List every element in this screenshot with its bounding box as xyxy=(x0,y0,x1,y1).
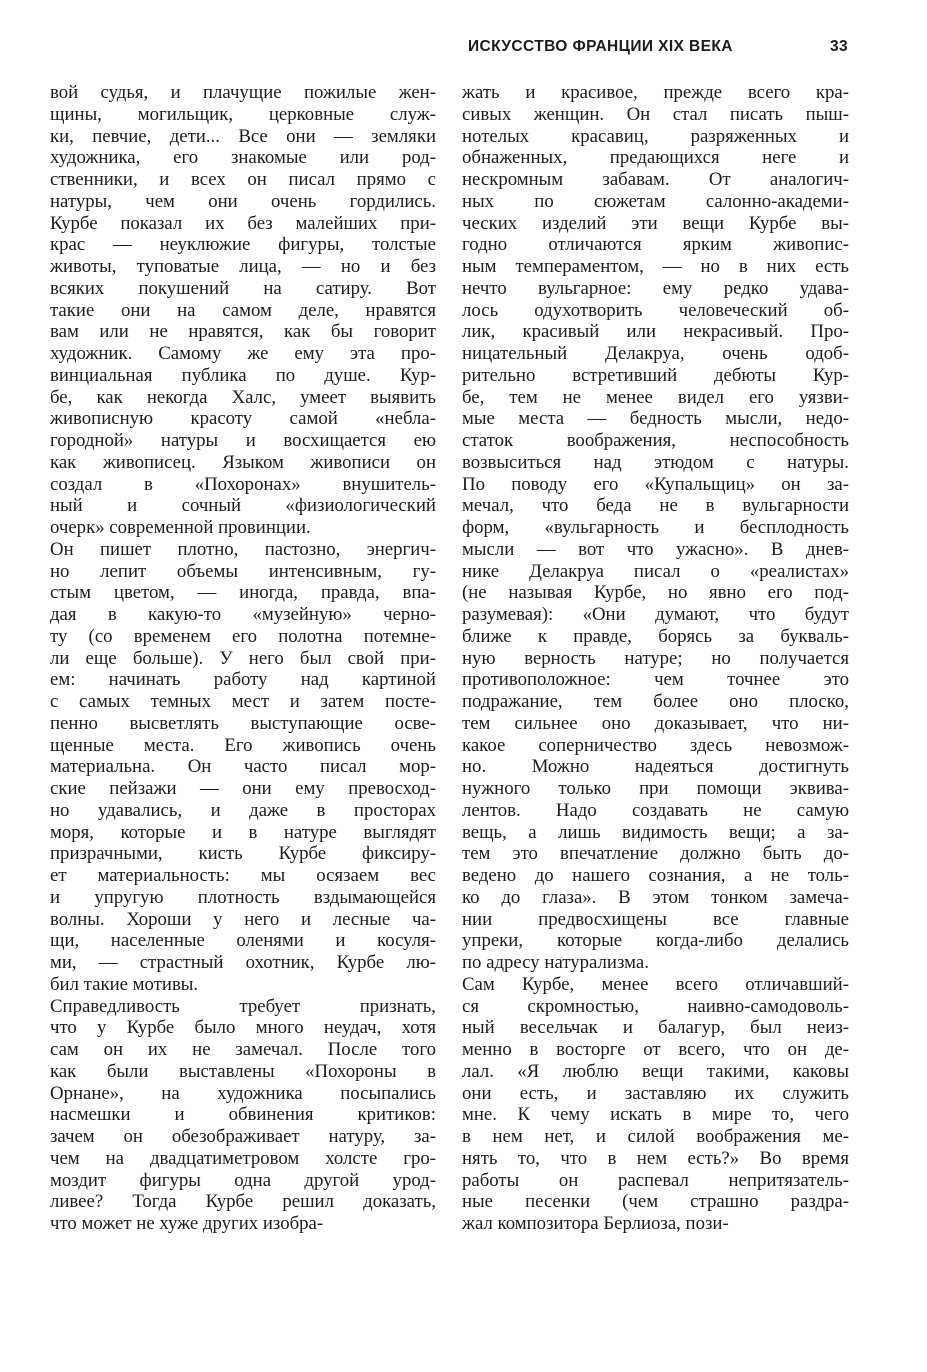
text-line: нужного только при помощи эквива- xyxy=(462,778,849,799)
text-line: рительно встретивший дебюты Кур- xyxy=(462,364,849,386)
text-line: какое соперничество здесь невозмож- xyxy=(462,734,849,756)
text-line: ем: начинать работу над картиной xyxy=(50,669,436,691)
text-line: Справедливость требует признать, xyxy=(50,995,436,1017)
text-line: щенные места. Его живопись очень xyxy=(50,734,436,756)
text-line: тем это впечатление должно быть до- xyxy=(462,843,849,865)
text-line: дая в какую-то «музейную» черно- xyxy=(50,604,436,625)
text-line: винциальная публика по душе. Кур- xyxy=(50,364,436,386)
text-line: ские пейзажи — они ему превосход- xyxy=(50,778,436,799)
text-line: нескромным забавам. От аналогич- xyxy=(462,169,849,190)
text-line: ведено до нашего сознания, а не толь- xyxy=(462,865,849,886)
text-line: сивых женщин. Он стал писать пыш- xyxy=(462,103,849,125)
text-line: ко до глаза». В этом тонком замеча- xyxy=(462,886,849,908)
text-line: (не называя Курбе, но явно его под- xyxy=(462,582,849,604)
text-line: ли еще больше). У него был свой при- xyxy=(50,647,436,669)
running-head-title: ИСКУССТВО ФРАНЦИИ XIX ВЕКА xyxy=(468,38,733,55)
text-line: ближе к правде, борясь за букваль- xyxy=(462,625,849,647)
text-line: ных по сюжетам салонно-академи- xyxy=(462,190,849,212)
text-line: с самых темных мест и затем посте- xyxy=(50,691,436,712)
text-line: всяких покушений на сатиру. Вот xyxy=(50,277,436,299)
page-number: 33 xyxy=(829,38,848,55)
text-line: подражание, тем более оно плоско, xyxy=(462,691,849,712)
text-line: Орнане», на художника посыпались xyxy=(50,1082,436,1104)
text-line: работы он распевал непритязатель- xyxy=(462,1169,849,1191)
text-line: мечал, что беда не в вульгарности xyxy=(462,495,849,517)
text-line: городной» натуры и восхищается ею xyxy=(50,430,436,451)
text-line: годно отличаются ярким живопис- xyxy=(462,234,849,256)
text-line: крас — неуклюжие фигуры, толстые xyxy=(50,234,436,256)
text-line: ет материальность: мы осязаем вес xyxy=(50,865,436,886)
text-line: мне. К чему искать в мире то, чего xyxy=(462,1104,849,1126)
text-line: художник. Самому же ему эта про- xyxy=(50,343,436,364)
text-line: Он пишет плотно, пастозно, энергич- xyxy=(50,538,436,560)
text-line: жать и красивое, прежде всего кра- xyxy=(462,82,849,103)
text-line: ливее? Тогда Курбе решил доказать, xyxy=(50,1191,436,1213)
text-line: но. Можно надеяться достигнуть xyxy=(462,756,849,778)
text-line: художника, его знакомые или род- xyxy=(50,147,436,169)
text-line: щи, населенные оленями и косуля- xyxy=(50,930,436,952)
text-line: волны. Хороши у него и лесные ча- xyxy=(50,908,436,930)
text-line: По поводу его «Купальщиц» он за- xyxy=(462,473,849,495)
text-line: ным темпераментом, — но в них есть xyxy=(462,256,849,277)
text-line: статок воображения, неспособность xyxy=(462,430,849,451)
text-line: живописную красоту самой «неблa- xyxy=(50,408,436,430)
text-line: вещь, а лишь видимость вещи; а за- xyxy=(462,821,849,843)
text-line: бе, тем не менее видел его уязви- xyxy=(462,386,849,408)
text-line: чем на двадцатиметровом холсте гро- xyxy=(50,1147,436,1169)
right-text-column xyxy=(462,82,849,1235)
text-line: моздит фигуры одна другой урод- xyxy=(50,1169,436,1191)
text-line: натуры, чем они очень гордились. xyxy=(50,190,436,212)
text-line: тем сильнее оно доказывает, что ни- xyxy=(462,712,849,734)
text-line: но лепит объемы интенсивным, гу- xyxy=(50,560,436,582)
text-line: вам или не нравятся, как бы говорит xyxy=(50,321,436,343)
text-line: по адресу натурализма. xyxy=(462,952,649,973)
text-line: но удавались, и даже в просторах xyxy=(50,799,436,821)
text-line: вой судья, и плачущие пожилые жен- xyxy=(50,82,436,103)
text-line: ную верность натуре; но получается xyxy=(462,647,849,669)
text-line: очерк» современной провинции. xyxy=(50,517,311,538)
left-text-column xyxy=(50,82,436,1235)
text-line: насмешки и обвинения критиков: xyxy=(50,1104,436,1126)
running-head xyxy=(468,36,848,60)
text-line: разумевая): «Они думают, что будут xyxy=(462,604,849,625)
text-line: обнаженных, предающихся неге и xyxy=(462,147,849,169)
text-line: они есть, и заставляю их служить xyxy=(462,1082,849,1104)
text-line: стым цветом, — иногда, правда, впа- xyxy=(50,582,436,604)
text-line: ственники, и всех он писал прямо с xyxy=(50,169,436,190)
text-line: бил такие мотивы. xyxy=(50,973,199,995)
text-line: противоположное: чем точнее это xyxy=(462,669,849,691)
text-line: возвыситься над этюдом с натуры. xyxy=(462,451,849,473)
text-line: такие они на самом деле, нравятся xyxy=(50,299,436,321)
text-line: Сам Курбе, менее всего отличавший- xyxy=(462,973,849,995)
text-line: ницательный Делакруа, очень одоб- xyxy=(462,343,849,364)
text-line: ся скромностью, наивно-самодоволь- xyxy=(462,995,849,1017)
text-line: Курбе показал их без малейших при- xyxy=(50,212,436,234)
text-line: упреки, которые когда-либо делались xyxy=(462,930,849,952)
text-line: ки, певчие, дети... Все они — земляки xyxy=(50,125,436,147)
text-line: ный и сочный «физиологический xyxy=(50,495,436,517)
text-line: материальна. Он часто писал мор- xyxy=(50,756,436,778)
text-line: зачем он обезображивает натуру, за- xyxy=(50,1126,436,1147)
text-line: форм, «вульгарность и бесплодность xyxy=(462,517,849,538)
text-line: животы, туповатые лица, — но и без xyxy=(50,256,436,277)
text-line: бе, как некогда Халс, умеет выявить xyxy=(50,386,436,408)
text-line: нотелых красавиц, разряженных и xyxy=(462,125,849,147)
text-line: ный весельчак и балагур, был неиз- xyxy=(462,1017,849,1039)
text-line: сам он их не замечал. После того xyxy=(50,1039,436,1060)
text-line: ные песенки (чем страшно раздра- xyxy=(462,1191,849,1213)
text-line: ту (со временем его полотна потемне- xyxy=(50,625,436,647)
text-line: лал. «Я люблю вещи такими, каковы xyxy=(462,1060,849,1082)
text-line: ми, — страстный охотник, Курбе лю- xyxy=(50,952,436,973)
text-line: мысли — вот что ужасно». В днев- xyxy=(462,538,849,560)
text-line: что у Курбе было много неудач, хотя xyxy=(50,1017,436,1039)
text-line: нии предвосхищены все главные xyxy=(462,908,849,930)
text-line: нять то, что в нем есть?» Во время xyxy=(462,1147,849,1169)
text-line: нечто вульгарное: ему редко удава- xyxy=(462,277,849,299)
text-line: щины, могильщик, церковные служ- xyxy=(50,103,436,125)
text-line: моря, которые и в натуре выглядят xyxy=(50,821,436,843)
text-line: как были выставлены «Похороны в xyxy=(50,1060,436,1082)
text-line: призрачными, кисть Курбе фиксиру- xyxy=(50,843,436,865)
text-line: ческих изделий эти вещи Курбе вы- xyxy=(462,212,849,234)
text-line: и упругую плотность вздымающейся xyxy=(50,886,436,908)
text-line: менно в восторге от всего, что он де- xyxy=(462,1039,849,1060)
text-line: лось одухотворить человеческий об- xyxy=(462,299,849,321)
text-line: как живописец. Языком живописи он xyxy=(50,451,436,473)
text-line: нике Делакруа писал о «реалистах» xyxy=(462,560,849,582)
text-line: лентов. Надо создавать не самую xyxy=(462,799,849,821)
text-line: что может не хуже других изобра- xyxy=(50,1213,324,1234)
text-line: создал в «Похоронах» внушитель- xyxy=(50,473,436,495)
text-line: мые места — бедность мысли, недо- xyxy=(462,408,849,430)
text-line: лик, красивый или некрасивый. Про- xyxy=(462,321,849,343)
text-line: жал композитора Берлиоза, пози- xyxy=(462,1213,729,1234)
text-line: в нем нет, и силой воображения ме- xyxy=(462,1126,849,1147)
text-line: пенно высветлять выступающие осве- xyxy=(50,712,436,734)
